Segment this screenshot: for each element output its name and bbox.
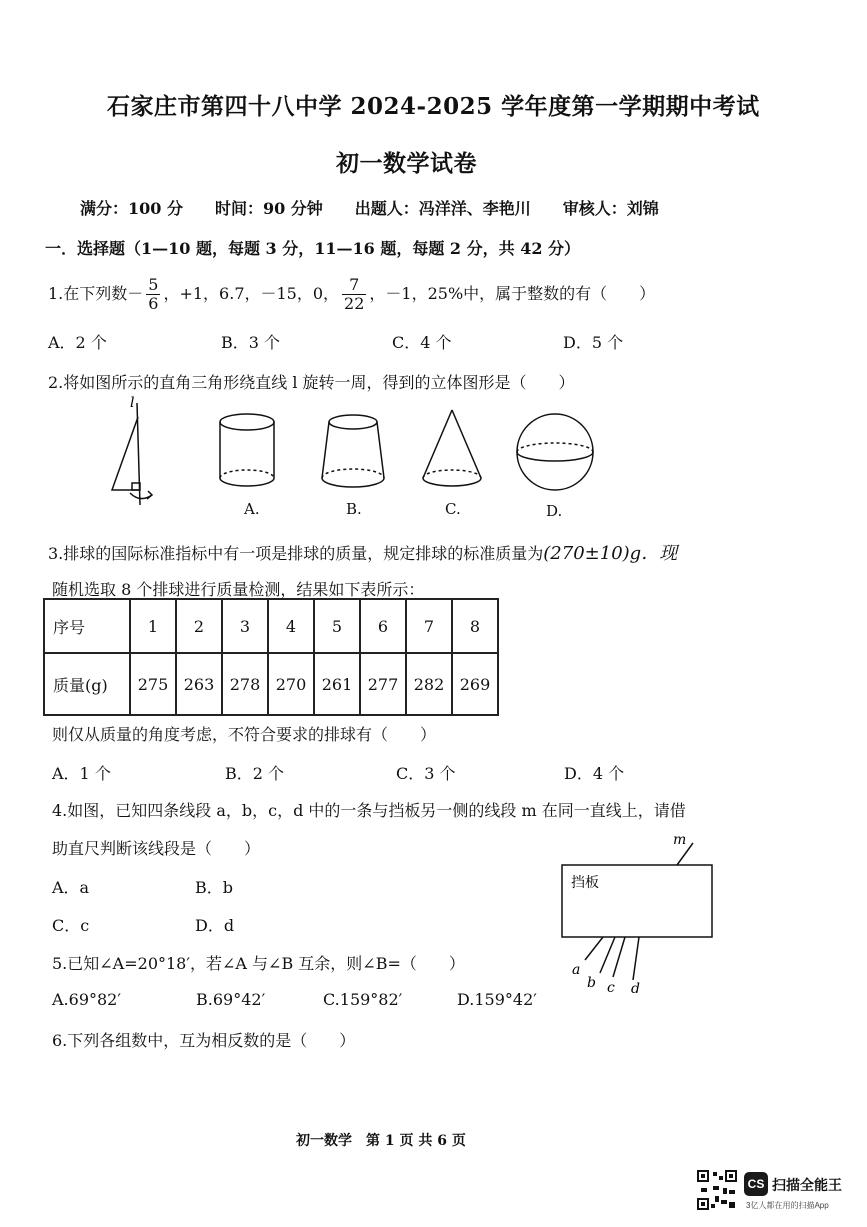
table-cell: 278 — [222, 653, 268, 715]
q3-option-d: D．4 个 — [564, 764, 625, 783]
table-header-index: 序号 — [44, 599, 130, 653]
q5-option-d: D.159°42′ — [457, 990, 537, 1009]
q1-frac1-num: 5 — [148, 275, 159, 294]
q1-fraction-2 — [342, 276, 366, 313]
question-3-prompt: 则仅从质量的角度考虑，不符合要求的排球有（ ） — [52, 725, 437, 744]
table-header-mass: 质量(g) — [44, 653, 130, 715]
q1-option-b: B．3 个 — [221, 333, 281, 352]
question-5: 5.已知∠A=20°18′，若∠A 与∠B 互余，则∠B=（ ） — [52, 954, 465, 973]
segment-a — [585, 937, 603, 960]
q1-frac2-den: 22 — [344, 294, 365, 313]
right-triangle-figure — [112, 403, 152, 505]
label-c: c — [607, 980, 615, 996]
table-cell: 261 — [314, 653, 360, 715]
q4-option-c: C．c — [52, 916, 90, 935]
exam-meta: 满分：100 分 时间：90 分钟 出题人：冯洋洋、李艳川 审核人：刘锦 — [80, 199, 659, 218]
option-label-a: A. — [244, 500, 260, 518]
board-label: 挡板 — [571, 875, 599, 891]
table-cell: 3 — [222, 599, 268, 653]
q5-option-a: A.69°82′ — [52, 990, 121, 1009]
question-4-line-2: 助直尺判断该线段是（ ） — [52, 839, 261, 858]
q1-fraction-1 — [146, 276, 160, 313]
table-cell: 4 — [268, 599, 314, 653]
q1-mid: ，+1，6.7，－15，0， — [163, 284, 340, 303]
frustum-figure — [322, 415, 384, 487]
q1-suffix: ，－1，25%中，属于整数的有（ ） — [369, 284, 656, 303]
table-cell: 6 — [360, 599, 406, 653]
q4-option-b: B．b — [195, 878, 234, 897]
axis-label-l: l — [130, 395, 135, 411]
exam-subtitle: 初一数学试卷 — [336, 150, 477, 177]
page-footer: 初一数学 第 1 页 共 6 页 — [296, 1133, 466, 1149]
table-cell: 1 — [130, 599, 176, 653]
option-label-d: D. — [546, 502, 563, 520]
question-3-line-1 — [48, 539, 677, 565]
segment-b — [600, 937, 615, 973]
table-cell: 263 — [176, 653, 222, 715]
table-cell: 2 — [176, 599, 222, 653]
camscanner-logo-icon: CS — [744, 1172, 768, 1196]
mass-table — [43, 598, 499, 716]
table-cell: 277 — [360, 653, 406, 715]
q3-option-b: B．2 个 — [225, 764, 285, 783]
q4-option-d: D．d — [195, 916, 235, 935]
qr-code-icon — [697, 1170, 737, 1210]
label-b: b — [587, 975, 596, 991]
q3-option-a: A．1 个 — [52, 764, 111, 783]
q5-option-c: C.159°82′ — [323, 990, 403, 1009]
table-cell: 275 — [130, 653, 176, 715]
table-row — [44, 653, 498, 715]
table-cell: 269 — [452, 653, 498, 715]
label-d: d — [631, 981, 640, 997]
question-4-line-1: 4.如图，已知四条线段 a，b，c，d 中的一条与挡板另一侧的线段 m 在同一直线上，请借 — [52, 801, 686, 820]
segment-d — [633, 937, 639, 980]
option-label-c: C. — [445, 500, 461, 518]
segment-c — [613, 937, 625, 977]
question-2: 2.将如图所示的直角三角形绕直线 l 旋转一周，得到的立体图形是（ ） — [48, 373, 575, 392]
q1-option-d: D．5 个 — [563, 333, 624, 352]
question-3-line-2: 随机选取 8 个排球进行质量检测，结果如下表所示： — [52, 580, 425, 599]
cylinder-figure — [220, 414, 274, 486]
q1-prefix: 1.在下列数－ — [48, 284, 144, 303]
label-a: a — [572, 962, 581, 978]
brand-tagline: 3亿人都在用的扫描App — [746, 1201, 829, 1210]
table-cell: 5 — [314, 599, 360, 653]
brand-name: 扫描全能王 — [772, 1177, 842, 1193]
exam-title: 石家庄市第四十八中学 2024-2025 学年度第一学期期中考试 — [107, 93, 760, 120]
question-1 — [48, 276, 655, 313]
section-heading: 一．选择题（1—10 题，每题 3 分，11—16 题，每题 2 分，共 42 分） — [45, 239, 581, 258]
q1-frac2-num: 7 — [342, 276, 366, 295]
option-label-b: B. — [346, 500, 362, 518]
table-cell: 270 — [268, 653, 314, 715]
q3-line-1-text: 3.排球的国际标准指标中有一项是排球的质量，规定排球的标准质量为 — [48, 544, 544, 563]
label-m: m — [673, 832, 687, 848]
q5-option-b: B.69°42′ — [196, 990, 266, 1009]
q4-board-figure — [555, 825, 725, 1000]
cone-figure — [423, 410, 481, 486]
table-row — [44, 599, 498, 653]
table-cell: 8 — [452, 599, 498, 653]
q4-option-a: A．a — [52, 878, 90, 897]
q1-frac1-den: 6 — [148, 294, 159, 313]
q3-option-c: C．3 个 — [396, 764, 456, 783]
question-6: 6.下列各组数中，互为相反数的是（ ） — [52, 1031, 356, 1050]
table-cell: 282 — [406, 653, 452, 715]
q3-formula: (270±10)g．现 — [543, 543, 678, 564]
table-cell: 7 — [406, 599, 452, 653]
sphere-figure — [517, 414, 593, 490]
q1-option-a: A．2 个 — [48, 333, 107, 352]
q1-option-c: C．4 个 — [392, 333, 452, 352]
